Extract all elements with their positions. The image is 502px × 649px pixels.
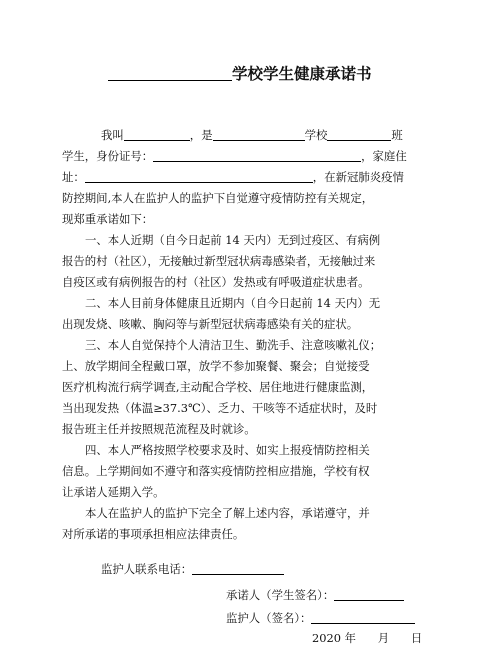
class-blank (327, 126, 391, 141)
address-blank (85, 168, 313, 183)
intro-text: ，是 (189, 128, 213, 142)
school-blank (213, 126, 305, 141)
item4-line-3: 让承诺人延期入学。 (62, 485, 165, 499)
intro-line-2 (62, 145, 407, 167)
intro-text: 班 (391, 128, 403, 142)
item3-line-4: 当出现发热（体温≥37.3℃）、乏力、干咳等不适症状时，及时 (62, 401, 378, 415)
promisor-sign-row (226, 584, 404, 606)
intro-text: 学生，身份证号： (62, 149, 154, 163)
item3-line-5: 报告班主任并按照规范流程及时就诊。 (62, 422, 256, 436)
item1-line-1: 一、本人近期（自今日起前 14 天内）无到过疫区、有病例 (85, 233, 381, 247)
item3-line-1: 三、本人自觉保持个人清洁卫生、勤洗手、注意咳嗽礼仪； (85, 338, 382, 352)
guardian-phone-blank (192, 560, 284, 575)
item4-line-2: 信息。上学期间如不遵守和落实疫情防控相应措施，学校有权 (62, 464, 370, 478)
document-title: 学校学生健康承诺书 (232, 65, 372, 83)
school-name-blank (108, 64, 232, 81)
item1-line-2: 报告的村（社区），无接触过新型冠状病毒感染者，无接触过来 (62, 254, 376, 268)
intro-line-1 (101, 124, 403, 146)
closing-line-2: 对所承诺的事项承担相应法律责任。 (62, 527, 245, 541)
intro-text: ，在新冠肺炎疫情 (312, 170, 404, 184)
guardian-sign-row (226, 607, 415, 629)
guardian-sign-blank (311, 609, 415, 624)
item2-line-1: 二、本人目前身体健康且近期内（自今日起前 14 天内）无 (85, 296, 381, 310)
item3-line-2: 上、放学期间全程戴口罩，放学不参加聚餐、聚会；自觉接受 (62, 359, 370, 373)
intro-line-4: 防控期间,本人在监护人的监护下自觉遵守疫情防控有关规定， (62, 191, 374, 205)
intro-line-3 (62, 166, 404, 188)
intro-line-5: 现郑重承诺如下： (62, 212, 154, 226)
item4-line-1: 四、本人严格按照学校要求及时、如实上报疫情防控相关 (85, 443, 370, 457)
date-line: 2020 年 月 日 (312, 631, 423, 645)
intro-text: 址： (62, 170, 85, 184)
guardian-sign-label: 监护人（签名）： (226, 611, 312, 625)
guardian-phone-label: 监护人联系电话： (101, 562, 193, 576)
id-number-blank (153, 147, 361, 162)
intro-text: 我叫 (101, 128, 124, 142)
closing-line-1: 本人在监护人的监护下完全了解上述内容，承诺遵守，并 (85, 506, 370, 520)
name-blank (124, 126, 190, 141)
promisor-sign-blank (334, 586, 404, 601)
document-title-row (108, 62, 408, 86)
item3-line-3: 医疗机构流行病学调查,主动配合学校、居住地进行健康监测， (62, 380, 374, 394)
intro-text: ，家庭住 (361, 149, 407, 163)
intro-text: 学校 (304, 128, 328, 142)
guardian-phone-row (101, 558, 284, 580)
promisor-sign-label: 承诺人（学生签名）： (226, 588, 335, 602)
item2-line-2: 出现发烧、咳嗽、胸闷等与新型冠状病毒感染有关的症状。 (62, 317, 359, 331)
item1-line-3: 自疫区或有病例报告的村（社区）发热或有呼吸道症状患者。 (62, 275, 370, 289)
